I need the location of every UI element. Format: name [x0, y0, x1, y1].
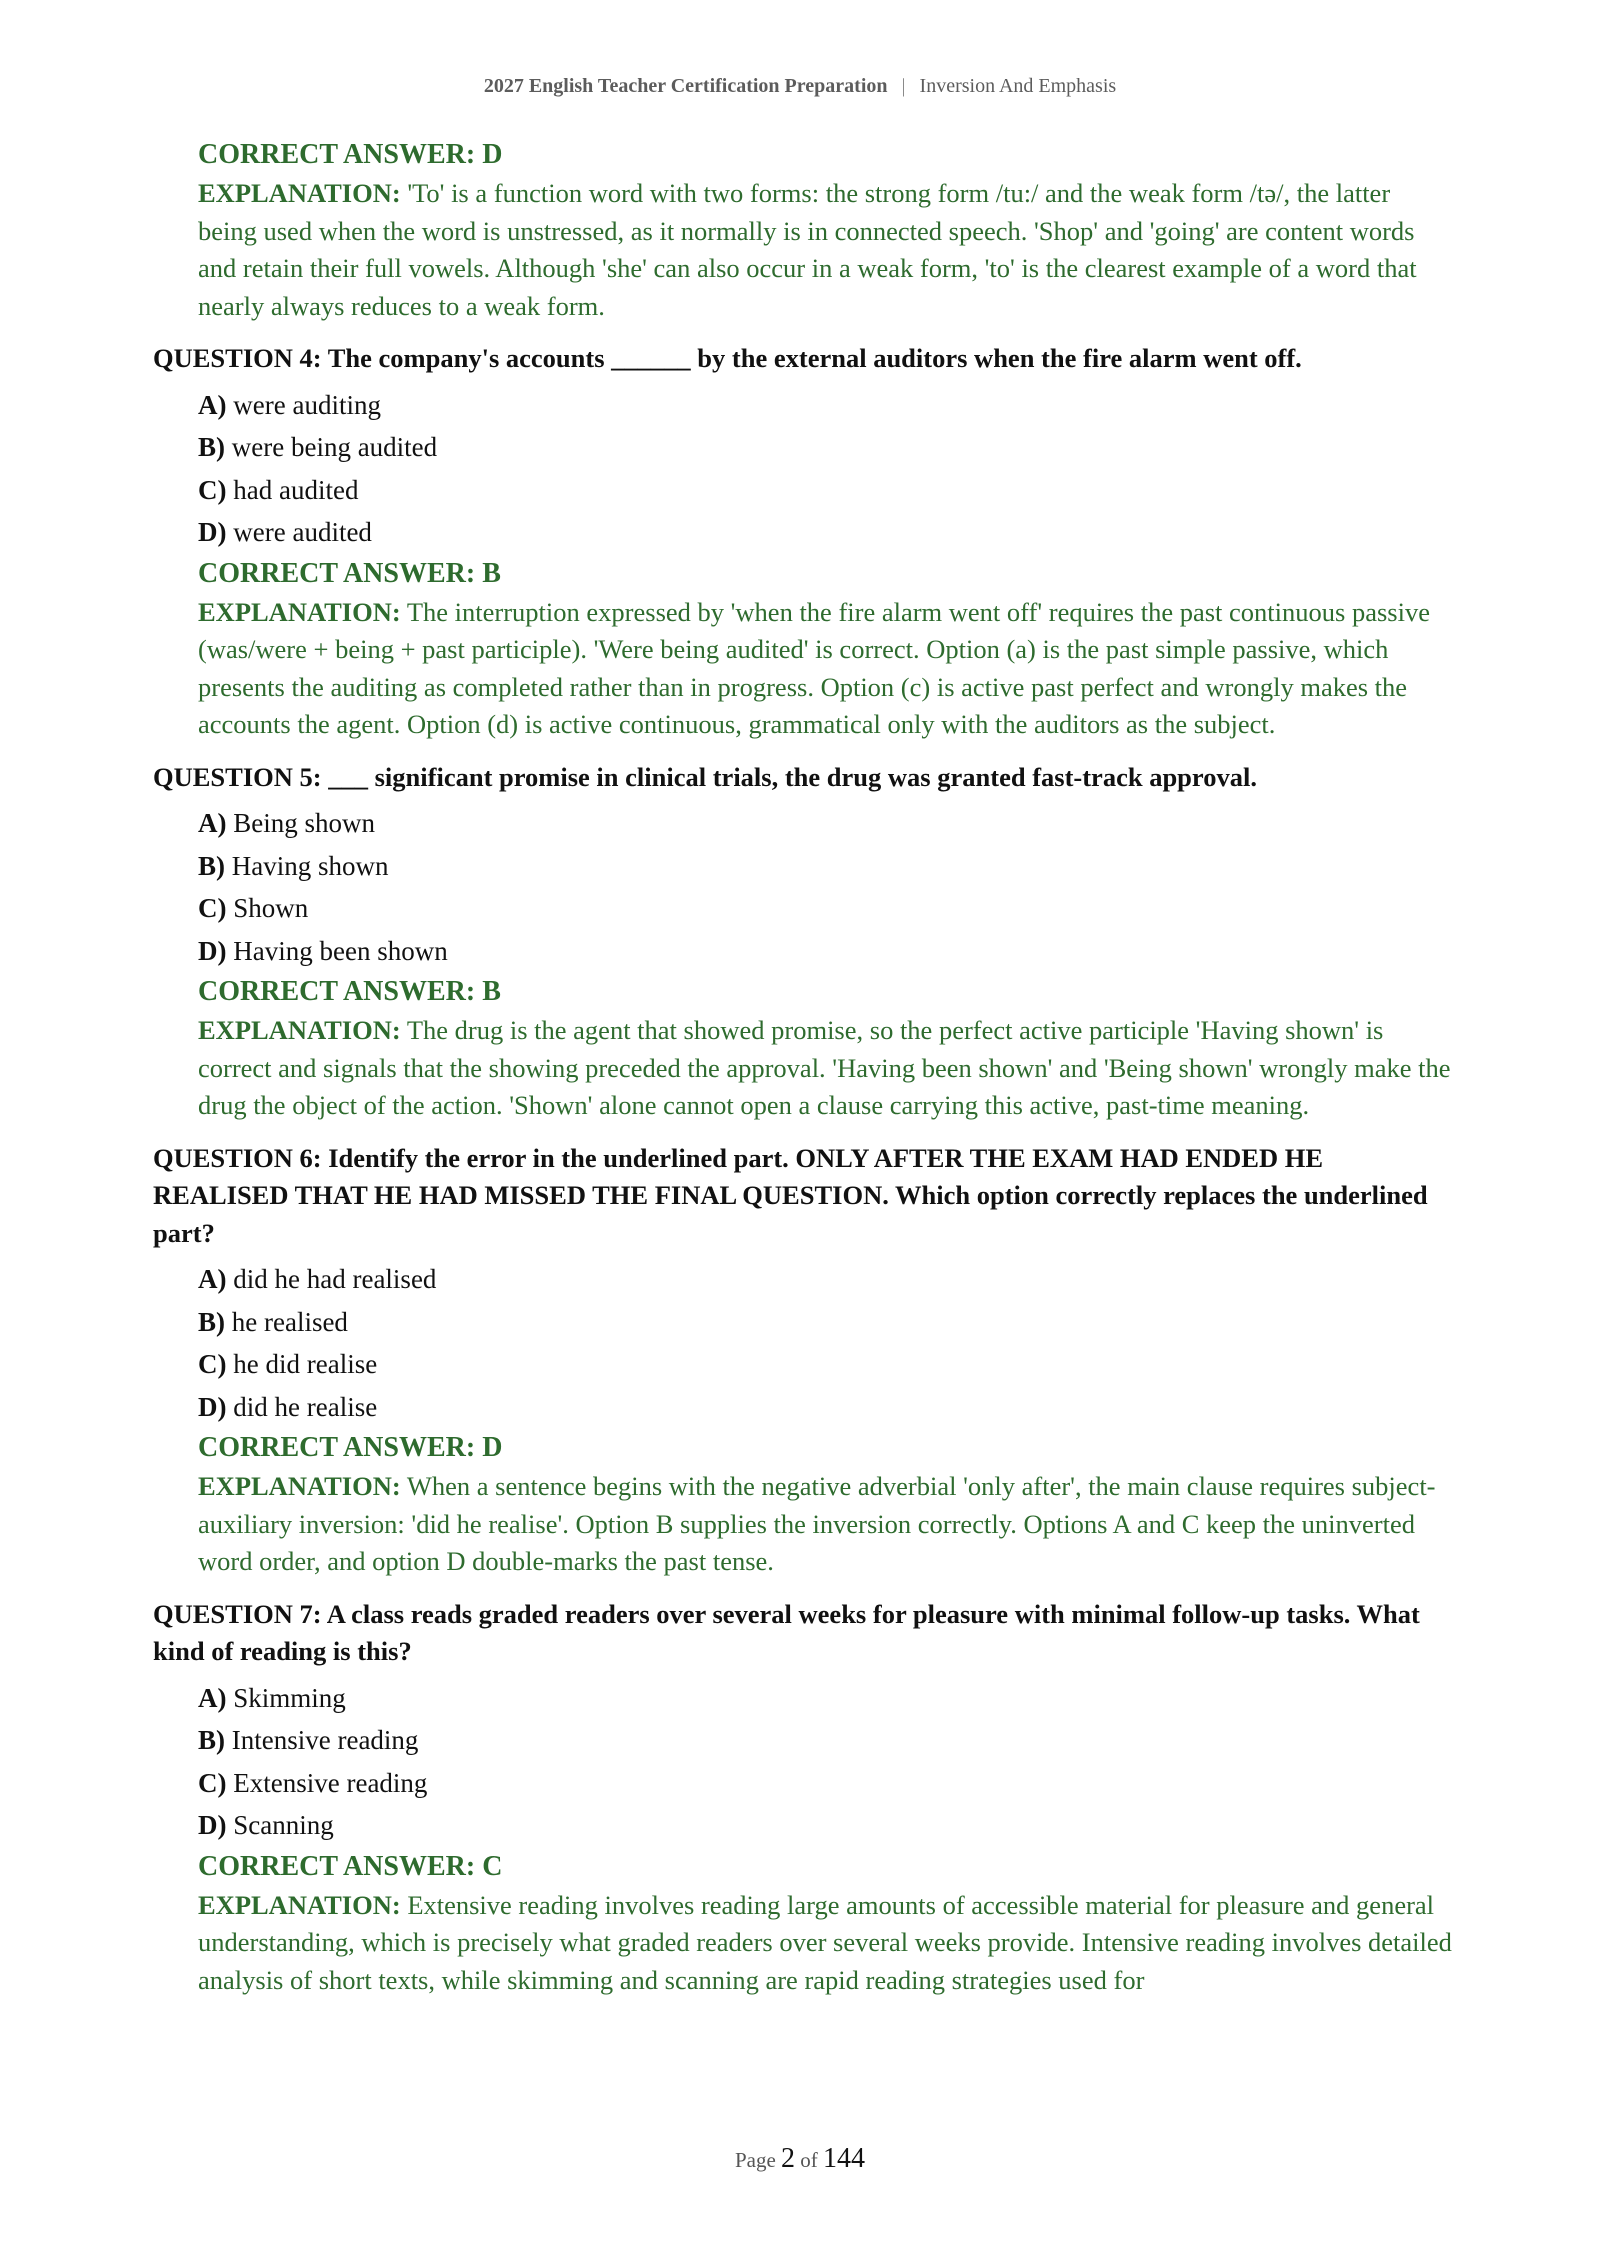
- explanation-label: EXPLANATION:: [198, 1471, 401, 1501]
- correct-answer: CORRECT ANSWER: B: [198, 976, 501, 1007]
- explanation-text: The drug is the agent that showed promise, so the perfect active participle 'Having shown' is correct and signals that the showing preceded the approval. 'Having been shown' and 'Being shown' wrongly make the drug the object of the action. 'Shown' alone cannot open a clause carrying this active, past-time meaning.: [198, 1015, 1451, 1120]
- option-d: [153, 511, 1453, 554]
- option-text: did he realise: [233, 1391, 378, 1422]
- option-letter: B): [198, 850, 225, 881]
- option-c: [153, 887, 1453, 930]
- question-block: [153, 1596, 1453, 2000]
- option-a: [153, 1258, 1453, 1301]
- option-text: had audited: [233, 474, 359, 505]
- explanation: [153, 594, 1453, 744]
- explanation-label: EXPLANATION:: [198, 1015, 401, 1045]
- option-letter: A): [198, 808, 227, 838]
- page-footer: [0, 2143, 1600, 2175]
- option-letter: D): [198, 1810, 227, 1840]
- explanation: [153, 1012, 1453, 1125]
- explanation-label: EXPLANATION:: [198, 596, 401, 627]
- option-letter: C): [198, 474, 227, 505]
- option-c: [153, 469, 1453, 512]
- option-text: Having been shown: [233, 935, 448, 966]
- option-b: [153, 426, 1453, 469]
- header-title: 2027 English Teacher Certification Preparation: [483, 75, 888, 97]
- page-total: 144: [823, 2143, 866, 2174]
- option-text: Shown: [233, 893, 309, 923]
- option-letter: B): [198, 1306, 225, 1337]
- option-d: [153, 1804, 1453, 1847]
- header-separator: |: [901, 75, 906, 97]
- question-block: [153, 759, 1453, 1125]
- explanation-text: Extensive reading involves reading large amounts of accessible material for pleasure and general understanding, which is precisely what graded readers over several weeks provide. Intensive reading involves detailed analysis of short texts, while skimming and scanning are rapid reading strategies used for: [198, 1889, 1452, 1995]
- question-text: QUESTION 4: The company's accounts ______ by the external auditors when the fire alarm went off.: [153, 343, 1302, 373]
- explanation: [153, 175, 1453, 325]
- option-a: [153, 1677, 1453, 1720]
- option-text: Being shown: [233, 808, 375, 838]
- option-text: Having shown: [231, 850, 389, 881]
- correct-answer: CORRECT ANSWER: D: [198, 1432, 503, 1463]
- option-letter: A): [198, 1682, 227, 1713]
- option-text: Extensive reading: [233, 1767, 428, 1798]
- option-text: he did realise: [233, 1349, 378, 1379]
- explanation: [153, 1887, 1453, 2000]
- option-letter: C): [198, 893, 227, 923]
- running-header: [0, 75, 1600, 98]
- option-letter: D): [198, 517, 227, 547]
- option-text: Skimming: [233, 1682, 346, 1713]
- option-b: [153, 1301, 1453, 1344]
- option-letter: A): [198, 389, 227, 420]
- page-number: 2: [781, 2143, 796, 2174]
- question-block: [153, 1140, 1453, 1581]
- option-b: [153, 845, 1453, 888]
- question-block: [153, 340, 1453, 744]
- explanation-text: 'To' is a function word with two forms: the strong form /tu:/ and the weak form /tə/, the latter being used when the word is unstressed, as it normally is in connected speech. 'Shop' and 'going' are content words and retain their full vowels. Although 'she' can also occur in a weak form, 'to' is the clearest example of a word that nearly always reduces to a weak form.: [198, 178, 1417, 321]
- explanation-label: EXPLANATION:: [198, 178, 401, 208]
- option-text: were auditing: [233, 389, 381, 420]
- question-text: QUESTION 6: Identify the error in the underlined part. ONLY AFTER THE EXAM HAD ENDED HE REALISED THAT HE HAD MISSED THE FINAL QUESTION. Which option correctly replaces the underlined part?: [153, 1142, 1428, 1248]
- option-text: he realised: [231, 1306, 348, 1337]
- explanation: [153, 1468, 1453, 1581]
- correct-answer: CORRECT ANSWER: B: [198, 557, 501, 589]
- correct-answer: CORRECT ANSWER: C: [198, 1850, 503, 1882]
- option-text: Intensive reading: [231, 1725, 419, 1755]
- option-text: did he had realised: [233, 1264, 437, 1294]
- option-b: [153, 1719, 1453, 1762]
- correct-answer: CORRECT ANSWER: D: [198, 139, 503, 170]
- page-of: of: [800, 2148, 818, 2172]
- option-letter: D): [198, 1391, 227, 1422]
- page-content: [153, 135, 1453, 2014]
- option-text: were being audited: [231, 432, 438, 462]
- explanation-label: EXPLANATION:: [198, 1889, 401, 1920]
- option-letter: A): [198, 1264, 227, 1294]
- option-text: Scanning: [233, 1810, 334, 1840]
- option-letter: B): [198, 1725, 225, 1755]
- option-c: [153, 1343, 1453, 1386]
- option-letter: D): [198, 935, 227, 966]
- previous-question-tail: [153, 135, 1453, 325]
- page-prefix: Page: [734, 2148, 776, 2172]
- question-text: QUESTION 5: ___ significant promise in clinical trials, the drug was granted fast-track approval.: [153, 761, 1257, 792]
- option-d: [153, 1386, 1453, 1429]
- option-letter: C): [198, 1767, 227, 1798]
- option-a: [153, 802, 1453, 845]
- option-text: were audited: [233, 517, 372, 547]
- header-section: Inversion And Emphasis: [919, 75, 1117, 97]
- option-letter: C): [198, 1349, 227, 1379]
- option-d: [153, 930, 1453, 973]
- option-letter: B): [198, 432, 225, 462]
- explanation-text: The interruption expressed by 'when the fire alarm went off' requires the past continuous passive (was/were + being + past participle). 'Were being audited' is correct. Option (a) is the past simple passive, which presents the auditing as completed rather than in progress. Option (c) is active past perfect and wrongly makes the accounts the agent. Option (d) is active continuous, grammatical only with the auditors as the subject.: [198, 596, 1430, 739]
- question-text: QUESTION 7: A class reads graded readers over several weeks for pleasure with minimal follow-up tasks. What kind of reading is this?: [153, 1598, 1420, 1666]
- option-c: [153, 1762, 1453, 1805]
- explanation-text: When a sentence begins with the negative adverbial 'only after', the main clause requires subject-auxiliary inversion: 'did he realise'. Option B supplies the inversion correctly. Options A and C keep the uninverted word order, and option D double-marks the past tense.: [198, 1471, 1436, 1576]
- option-a: [153, 384, 1453, 427]
